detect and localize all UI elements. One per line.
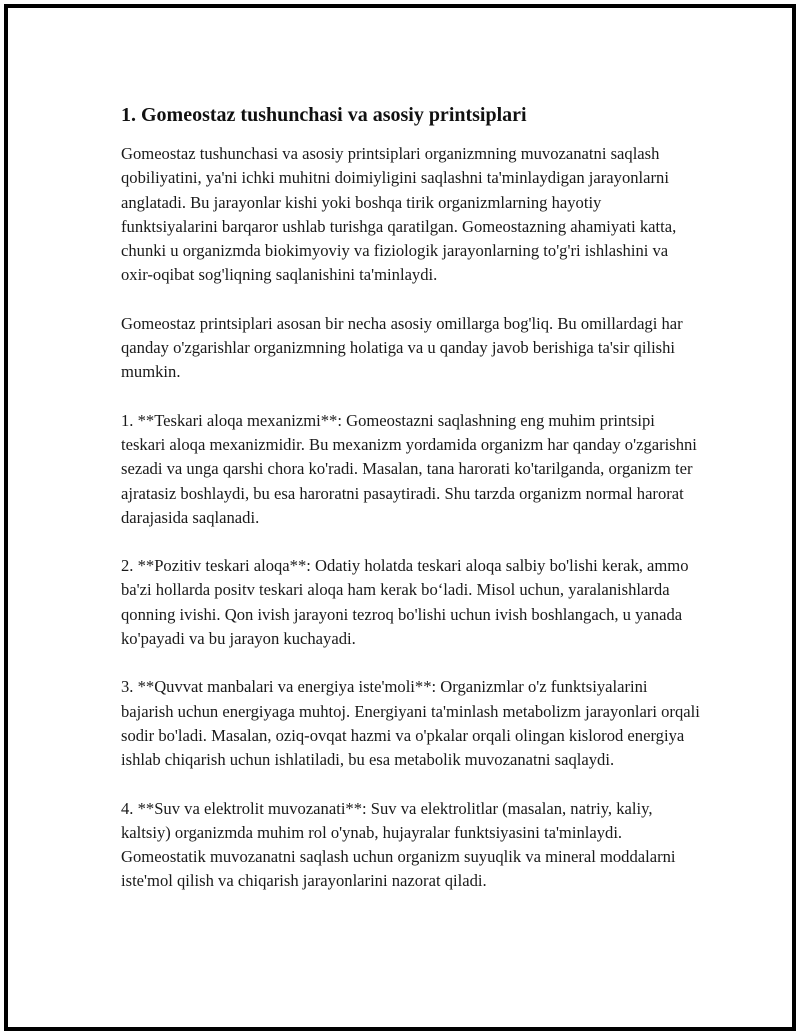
paragraph-energy: 3. **Quvvat manbalari va energiya iste'moli**: Organizmlar o'z funktsiyalarini bajarish uchun energiyaga muhtoj. Energiyani ta'minlash metabolizm jarayonlari orqali sodir bo'ladi. Masalan, oziq-ovqat hazmi va o'pkalar orqali olingan kislorod energiya ishlab chiqarish uchun ishlatiladi, bu esa metabolik muvozanatni saqlaydi.	[121, 677, 700, 770]
document-body	[121, 102, 701, 918]
page-frame	[4, 4, 796, 1031]
section-heading: 1. Gomeostaz tushunchasi va asosiy printsiplari	[121, 104, 527, 126]
paragraph-feedback: 1. **Teskari aloqa mexanizmi**: Gomeostazni saqlashning eng muhim printsipi teskari aloqa mexanizmidir. Bu mexanizm yordamida organizm har qanday o'zgarishni sezadi va unga qarshi chora ko'radi. Masalan, tana harorati ko'tarilganda, organizm ter ajratasiz boshlaydi, bu esa haroratni pasaytiradi. Shu tarzda organizm normal harorat darajasida saqlanadi.	[121, 410, 697, 527]
paragraph-water-electrolyte: 4. **Suv va elektrolit muvozanati**: Suv va elektrolitlar (masalan, natriy, kaliy, kaltsiy) organizmda muhim rol o'ynab, hujayralar funktsiyasini ta'minlaydi. Gomeostatik muvozanatni saqlash uchun organizm suyuqlik va mineral moddalarni iste'mol qilish va chiqarish jarayonlarini nazorat qiladi.	[121, 798, 676, 891]
paragraph-positive-feedback: 2. **Pozitiv teskari aloqa**: Odatiy holatda teskari aloqa salbiy bo'lishi kerak, ammo ba'zi hollarda positv teskari aloqa ham kerak bo‘ladi. Misol uchun, yaralanishlarda qonning ivishi. Qon ivish jarayoni tezroq bo'lishi uchun ivish boshlangach, u yanada ko'payadi va bu jarayon kuchayadi.	[121, 556, 689, 649]
paragraph-intro: Gomeostaz tushunchasi va asosiy printsiplari organizmning muvozanatni saqlash qobiliyatini, ya'ni ichki muhitni doimiyligini saqlashni ta'minlaydigan jarayonlarni anglatadi. Bu jarayonlar kishi yoki boshqa tirik organizmlarning hayotiy funktsiyalarini barqaror ushlab turishga qaratilgan. Gomeostazning ahamiyati katta, chunki u organizmda biokimyoviy va fiziologik jarayonlarning to'g'ri ishlashini va oxir-oqibat sog'liqning saqlanishini ta'minlaydi.	[121, 144, 677, 285]
paragraph-principles: Gomeostaz printsiplari asosan bir necha asosiy omillarga bog'liq. Bu omillardagi har qanday o'zgarishlar organizmning holatiga va u qanday javob berishiga ta'sir qilishi mumkin.	[121, 313, 683, 382]
